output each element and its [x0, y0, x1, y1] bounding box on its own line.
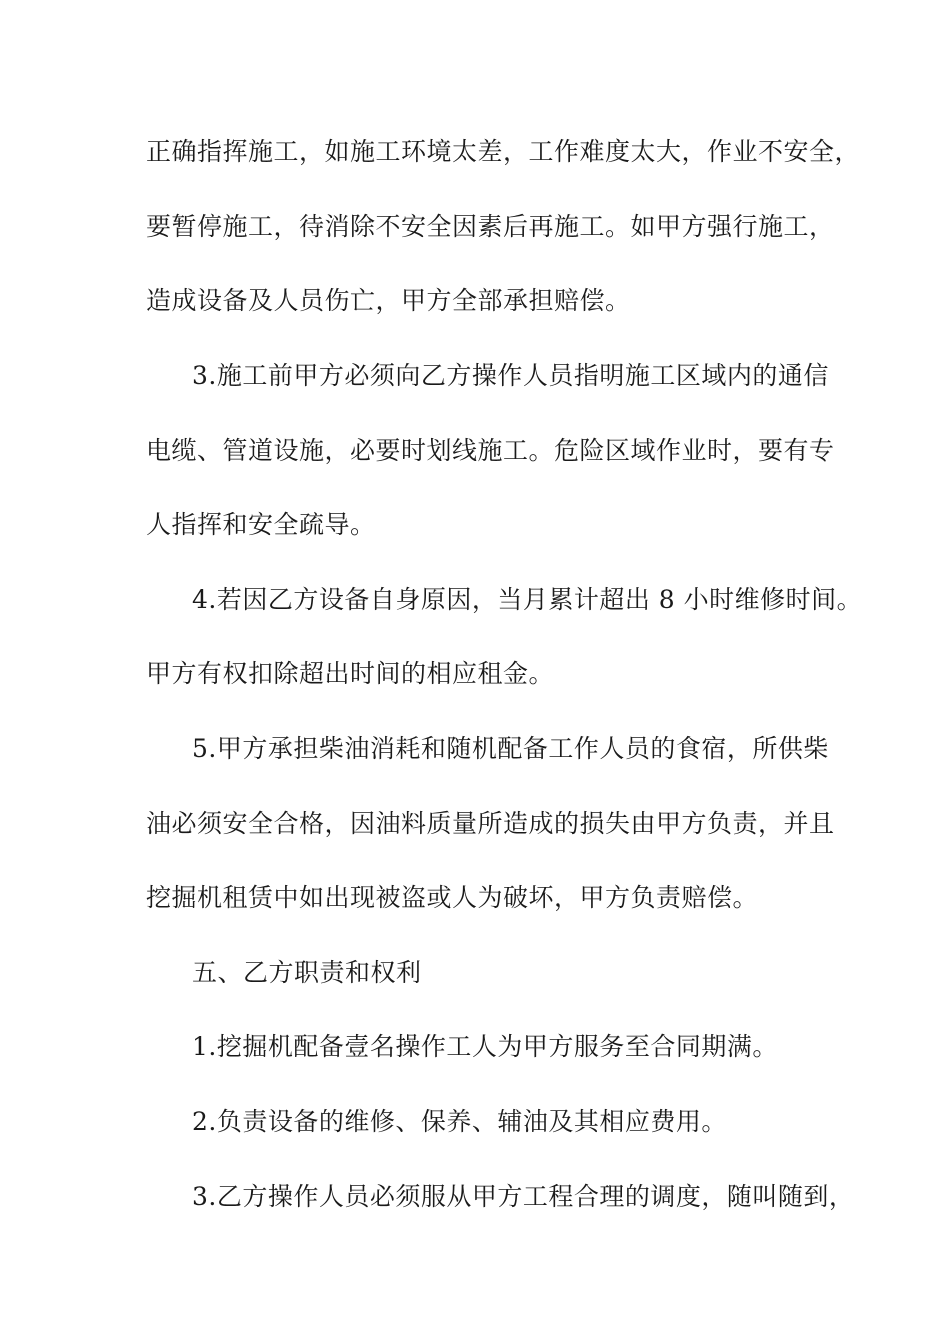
text-line-14: 2.负责设备的维修、保养、辅油及其相应费用。 — [192, 1107, 727, 1136]
text-line-15: 3.乙方操作人员必须服从甲方工程合理的调度，随叫随到， — [192, 1182, 855, 1211]
section-heading: 五、乙方职责和权利 — [192, 958, 422, 987]
text-line-9: 5.甲方承担柴油消耗和随机配备工作人员的食宿，所供柴 — [192, 734, 829, 763]
text-line-8: 甲方有权扣除超出时间的相应租金。 — [146, 659, 555, 688]
text-line-1: 正确指挥施工，如施工环境太差，工作难度太大，作业不安全， — [146, 137, 861, 166]
text-line-10: 油必须安全合格，因油料质量所造成的损失由甲方负责，并且 — [146, 809, 835, 838]
text-line-4: 3.施工前甲方必须向乙方操作人员指明施工区域内的通信 — [192, 361, 829, 390]
text-line-13: 1.挖掘机配备壹名操作工人为甲方服务至合同期满。 — [192, 1032, 778, 1061]
text-line-7: 4.若因乙方设备自身原因，当月累计超出 8 小时维修时间。 — [192, 585, 863, 614]
text-line-2: 要暂停施工，待消除不安全因素后再施工。如甲方强行施工， — [146, 212, 835, 241]
text-line-11: 挖掘机租赁中如出现被盗或人为破坏，甲方负责赔偿。 — [146, 883, 759, 912]
text-line-6: 人指挥和安全疏导。 — [146, 510, 376, 539]
text-line-5: 电缆、管道设施，必要时划线施工。危险区域作业时，要有专 — [146, 436, 835, 465]
text-line-3: 造成设备及人员伤亡，甲方全部承担赔偿。 — [146, 286, 631, 315]
